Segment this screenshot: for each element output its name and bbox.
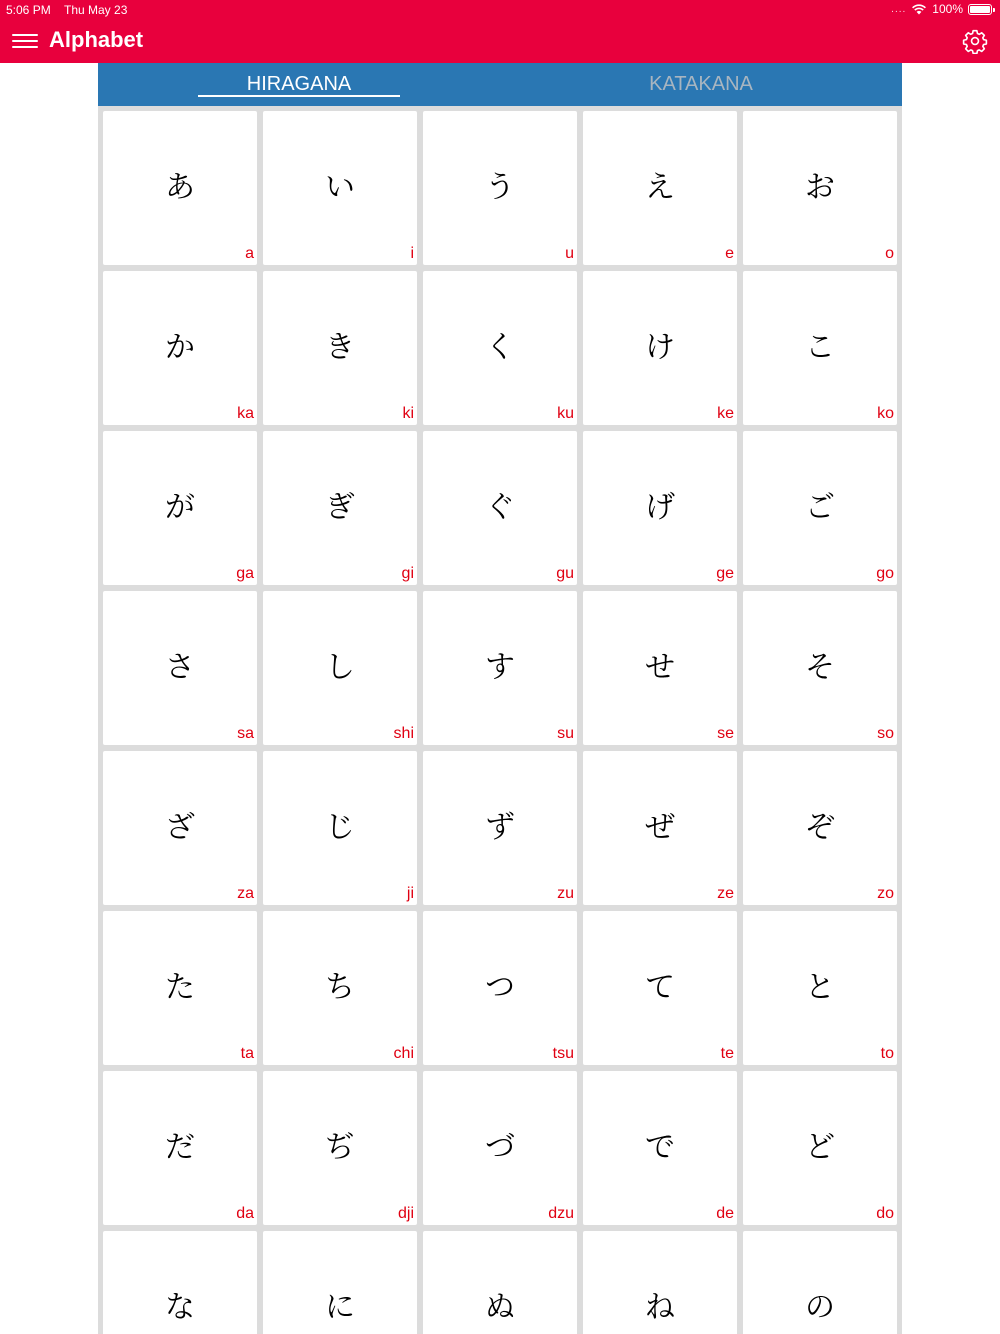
romaji-label: ko — [877, 405, 894, 422]
kana-card[interactable] — [583, 271, 737, 425]
romaji-label: ji — [406, 885, 414, 902]
romaji-label: shi — [393, 725, 414, 742]
kana-character: お — [805, 170, 835, 205]
romaji-label: to — [880, 1045, 894, 1062]
kana-card[interactable] — [423, 111, 577, 265]
kana-character: じ — [325, 810, 355, 845]
romaji-label: dzu — [548, 1205, 574, 1222]
romaji-label: i — [410, 245, 414, 262]
kana-card[interactable] — [583, 1231, 737, 1334]
kana-character: ぐ — [485, 490, 515, 525]
kana-character: ぎ — [325, 490, 355, 525]
status-date: Thu May 23 — [64, 3, 128, 17]
romaji-label: gu — [556, 565, 574, 582]
romaji-label: zo — [877, 885, 894, 902]
kana-character: げ — [645, 490, 675, 525]
kana-card[interactable] — [263, 1231, 417, 1334]
romaji-label: su — [557, 725, 574, 742]
romaji-label: ku — [557, 405, 574, 422]
romaji-label: se — [717, 725, 734, 742]
kana-card[interactable] — [263, 1071, 417, 1225]
kana-card[interactable] — [103, 1071, 257, 1225]
romaji-label: a — [245, 245, 254, 262]
romaji-label: e — [725, 245, 734, 262]
kana-character: な — [165, 1290, 195, 1325]
kana-character: す — [485, 650, 515, 685]
page-title: Alphabet — [49, 27, 144, 52]
kana-character: そ — [805, 650, 835, 685]
kana-card[interactable] — [103, 911, 257, 1065]
tab-hiragana[interactable]: HIRAGANA — [246, 73, 352, 95]
kana-character: が — [165, 490, 195, 525]
romaji-label: sa — [237, 725, 254, 742]
kana-character: ぢ — [325, 1130, 355, 1165]
kana-character: ざ — [165, 810, 195, 845]
kana-card[interactable] — [423, 751, 577, 905]
romaji-label: go — [876, 565, 894, 582]
kana-card[interactable] — [263, 431, 417, 585]
kana-character: ち — [325, 970, 355, 1005]
kana-card[interactable] — [263, 591, 417, 745]
kana-character: い — [325, 170, 355, 205]
kana-card[interactable] — [583, 111, 737, 265]
romaji-label: ki — [402, 405, 414, 422]
romaji-label: do — [876, 1205, 894, 1222]
kana-card[interactable] — [583, 591, 737, 745]
kana-card[interactable] — [743, 1071, 897, 1225]
kana-character: う — [485, 170, 515, 205]
gear-icon[interactable] — [962, 28, 988, 54]
kana-card[interactable] — [583, 911, 737, 1065]
romaji-label: ga — [236, 565, 254, 582]
kana-character: さ — [165, 650, 195, 685]
romaji-label: so — [877, 725, 894, 742]
kana-card[interactable] — [743, 591, 897, 745]
kana-character: ど — [805, 1130, 835, 1165]
kana-grid — [103, 111, 897, 1334]
romaji-label: ze — [717, 885, 734, 902]
kana-card[interactable] — [103, 111, 257, 265]
romaji-label: da — [236, 1205, 254, 1222]
tab-bar — [98, 63, 902, 106]
kana-character: づ — [485, 1130, 515, 1165]
battery-percent: 100% — [932, 2, 963, 16]
hamburger-menu-icon[interactable] — [12, 30, 38, 52]
kana-card[interactable] — [423, 591, 577, 745]
kana-card[interactable] — [103, 271, 257, 425]
kana-character: か — [165, 330, 195, 365]
kana-card[interactable] — [423, 431, 577, 585]
kana-card[interactable] — [423, 271, 577, 425]
kana-card[interactable] — [263, 111, 417, 265]
kana-card[interactable] — [103, 431, 257, 585]
kana-card[interactable] — [743, 431, 897, 585]
kana-character: の — [805, 1290, 835, 1325]
romaji-label: chi — [393, 1045, 414, 1062]
romaji-label: ge — [716, 565, 734, 582]
kana-card[interactable] — [583, 431, 737, 585]
kana-card[interactable] — [583, 1071, 737, 1225]
status-time: 5:06 PM — [6, 3, 51, 17]
active-tab-indicator — [198, 95, 400, 97]
kana-character: だ — [165, 1130, 195, 1165]
kana-card[interactable] — [263, 271, 417, 425]
kana-character: た — [165, 970, 195, 1005]
kana-character: け — [645, 330, 675, 365]
kana-character: し — [325, 650, 355, 685]
kana-character: で — [645, 1130, 675, 1165]
kana-card[interactable] — [103, 1231, 257, 1334]
kana-character: て — [645, 970, 675, 1005]
kana-character: と — [805, 970, 835, 1005]
kana-card[interactable] — [743, 271, 897, 425]
status-indicators — [891, 2, 992, 16]
romaji-label: u — [565, 245, 574, 262]
kana-character: せ — [645, 650, 675, 685]
romaji-label: za — [237, 885, 254, 902]
alphabet-panel — [98, 63, 902, 1334]
wifi-icon — [911, 3, 927, 15]
romaji-label: o — [885, 245, 894, 262]
romaji-label: dji — [397, 1205, 414, 1222]
tab-katakana[interactable]: KATAKANA — [649, 73, 753, 95]
kana-character: あ — [165, 170, 195, 205]
kana-character: く — [485, 330, 515, 365]
kana-character: ご — [805, 490, 835, 525]
kana-card[interactable] — [743, 1231, 897, 1334]
romaji-label: zu — [557, 885, 574, 902]
romaji-label: ke — [717, 405, 734, 422]
nav-bar — [0, 20, 1000, 63]
kana-card[interactable] — [583, 751, 737, 905]
signal-dots-icon: .... — [891, 3, 907, 15]
romaji-label: ta — [240, 1045, 254, 1062]
status-bar — [0, 0, 1000, 20]
romaji-label: gi — [401, 565, 414, 582]
kana-card[interactable] — [423, 911, 577, 1065]
kana-character: に — [325, 1290, 355, 1325]
kana-character: き — [325, 330, 355, 365]
kana-character: え — [645, 170, 675, 205]
kana-card[interactable] — [423, 1071, 577, 1225]
kana-character: こ — [805, 330, 835, 365]
kana-card[interactable] — [743, 911, 897, 1065]
kana-card[interactable] — [743, 111, 897, 265]
romaji-label: de — [716, 1205, 734, 1222]
kana-character: つ — [485, 970, 515, 1005]
romaji-label: ka — [237, 405, 254, 422]
kana-character: ず — [485, 810, 515, 845]
kana-character: ぬ — [485, 1290, 515, 1325]
kana-card[interactable] — [423, 1231, 577, 1334]
romaji-label: te — [720, 1045, 734, 1062]
kana-card[interactable] — [103, 591, 257, 745]
kana-card[interactable] — [743, 751, 897, 905]
kana-character: ぞ — [805, 810, 835, 845]
kana-character: ね — [645, 1290, 675, 1325]
kana-character: ぜ — [645, 810, 675, 845]
romaji-label: tsu — [552, 1045, 574, 1062]
kana-card[interactable] — [263, 911, 417, 1065]
kana-card[interactable] — [263, 751, 417, 905]
kana-card[interactable] — [103, 751, 257, 905]
battery-icon — [968, 4, 992, 15]
